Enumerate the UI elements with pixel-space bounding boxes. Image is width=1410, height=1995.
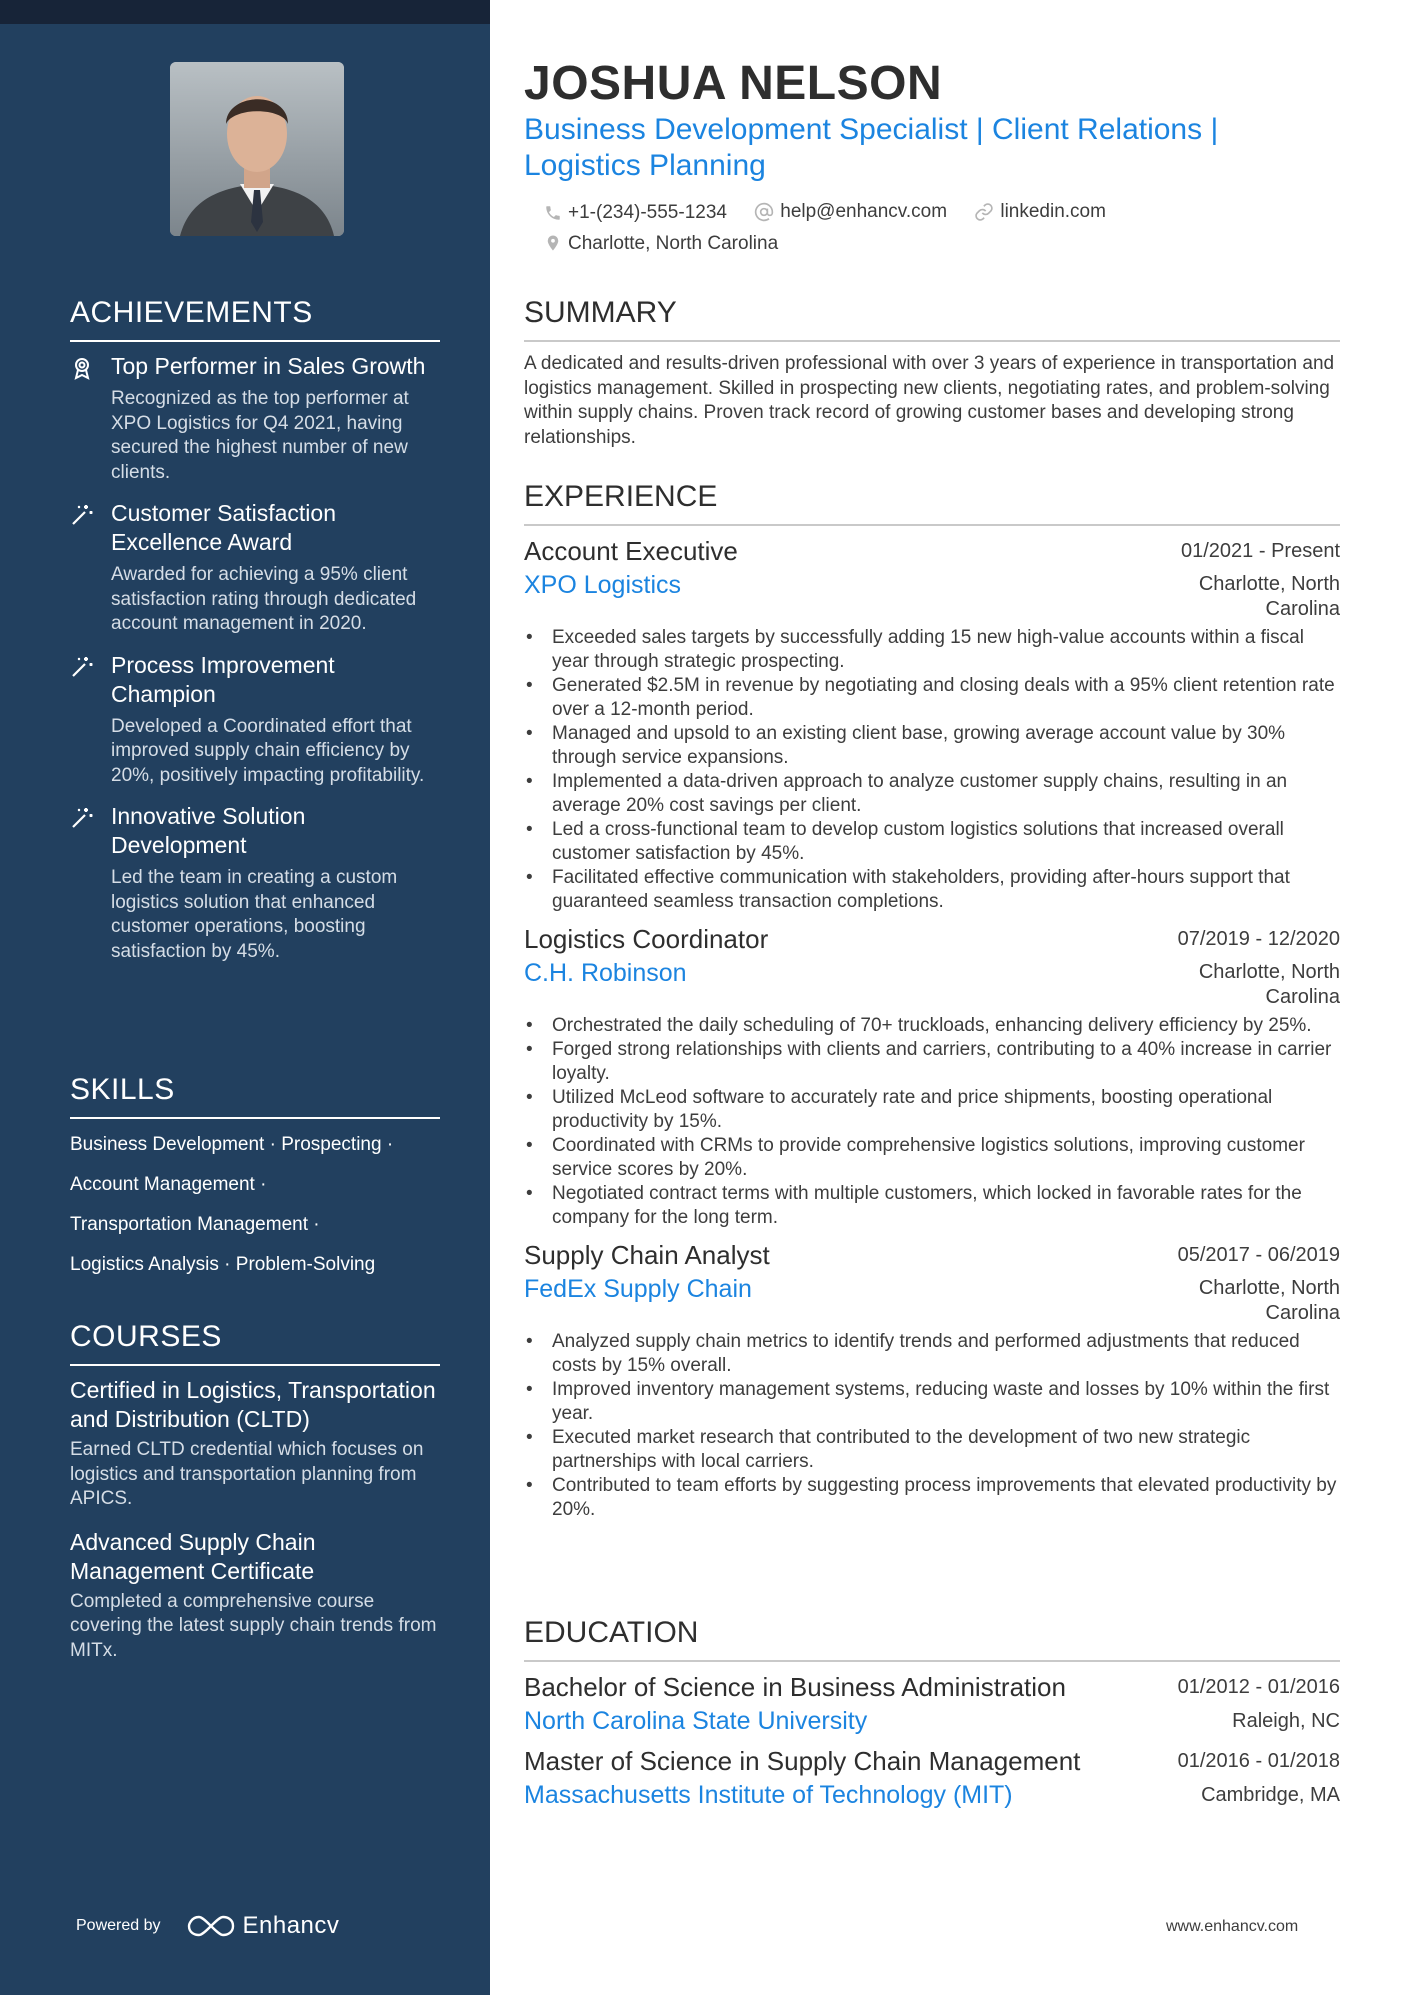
- bullet-item: • Orchestrated the daily scheduling of 70+ truckloads, enhancing delivery efficiency by 25%.: [552, 1014, 1340, 1038]
- enhancv-logo-icon: [187, 1913, 235, 1939]
- course-desc: Earned CLTD credential which focuses on logistics and transportation planning from APICS.: [70, 1439, 424, 1509]
- bullet-item: • Facilitated effective communication with stakeholders, providing after-hours support that guaranteed seamless transaction completions.: [552, 866, 1340, 914]
- sidebar-top-strip: [0, 0, 490, 24]
- job-entry: [524, 922, 1340, 1230]
- magic-wand-icon: [70, 806, 94, 830]
- bullet-item: • Generated $2.5M in revenue by negotiating and closing deals with a 95% client retention rate over a 12-month period.: [552, 674, 1340, 722]
- job-location: Charlotte, North Carolina: [1198, 1277, 1340, 1324]
- courses-section: [70, 1320, 440, 1679]
- linkedin-text: linkedin.com: [1000, 201, 1106, 222]
- course-title: Advanced Supply Chain Management Certificate: [70, 1528, 316, 1584]
- achievement-title: Top Performer in Sales Growth: [111, 353, 426, 379]
- achievement-title: Process Improvement Champion: [111, 651, 335, 707]
- course-desc: Completed a comprehensive course covering the latest supply chain trends from MITx.: [70, 1590, 437, 1661]
- skill-line: Logistics Analysis · Problem-Solving: [70, 1254, 376, 1275]
- job-dates: 07/2019 - 12/2020: [1177, 928, 1340, 950]
- job-entry: [524, 1238, 1340, 1522]
- education-entry: [524, 1744, 1340, 1812]
- achievements-section: [70, 296, 440, 978]
- achievement-title: Innovative Solution Development: [111, 803, 306, 858]
- achievement-item: [70, 651, 440, 789]
- degree-title: Master of Science in Supply Chain Management: [524, 1746, 1081, 1776]
- job-dates: 05/2017 - 06/2019: [1177, 1244, 1340, 1266]
- phone-text: +1-(234)-555-1234: [568, 202, 727, 223]
- location-text: Charlotte, North Carolina: [568, 232, 779, 254]
- job-bullets: [524, 1330, 1340, 1522]
- bullet-item: • Utilized McLeod software to accurately rate and price shipments, boosting operational productivity by 15%.: [552, 1086, 1340, 1134]
- achievement-desc: Led the team in creating a custom logistics solution that enhanced customer operations, boosting satisfaction by 45%.: [111, 867, 398, 962]
- link-icon: [974, 202, 994, 222]
- bullet-item: • Implemented a data-driven approach to analyze customer supply chains, resulting in an average 20% cost savings per client.: [552, 770, 1340, 818]
- bullet-item: • Forged strong relationships with clients and carriers, contributing to a 40% increase in carrier loyalty.: [552, 1038, 1340, 1086]
- profile-photo: [170, 62, 344, 236]
- bullet-item: • Coordinated with CRMs to provide comprehensive logistics solutions, improving customer service scores by 20%.: [552, 1134, 1340, 1182]
- course-title: Certified in Logistics, Transportation and Distribution (CLTD): [70, 1377, 436, 1432]
- linkedin-contact[interactable]: [974, 198, 1106, 225]
- school-name[interactable]: North Carolina State University: [524, 1707, 868, 1735]
- summary-text: A dedicated and results-driven professional with over 3 years of experience in transportation and logistics management. Skilled in prospecting new clients, negotiating rates, and problem-solving within supply chains. Proven track record of growing customer bases and developing strong relationships.: [524, 353, 1335, 448]
- bullet-item: • Contributed to team efforts by suggesting process improvements that elevated productivity by 20%.: [552, 1474, 1340, 1522]
- achievement-item: [70, 352, 440, 485]
- education-section: [524, 1616, 1340, 1812]
- bullet-item: • Executed market research that contributed to the development of two new strategic partnerships with local carriers.: [552, 1426, 1340, 1474]
- email-contact[interactable]: [754, 198, 947, 225]
- location-contact: [544, 230, 778, 257]
- job-title: Account Executive: [524, 536, 738, 566]
- job-title: Logistics Coordinator: [524, 924, 769, 954]
- magic-wand-icon: [70, 503, 94, 527]
- job-bullets: [524, 1014, 1340, 1230]
- job-location: Charlotte, North Carolina: [1198, 961, 1340, 1008]
- award-icon: [70, 356, 94, 380]
- school-name[interactable]: Massachusetts Institute of Technology (MIT): [524, 1781, 1013, 1809]
- achievement-item: [70, 499, 440, 637]
- bullet-item: • Negotiated contract terms with multiple customers, which locked in favorable rates for the company for the long term.: [552, 1182, 1340, 1230]
- sidebar: [0, 24, 490, 1995]
- powered-by: [76, 1912, 339, 1940]
- company-name[interactable]: XPO Logistics: [524, 571, 682, 599]
- phone-icon: [544, 204, 562, 222]
- education-location: Raleigh, NC: [1232, 1710, 1340, 1732]
- skills-heading: SKILLS: [70, 1073, 440, 1119]
- skill-line: Account Management ·: [70, 1174, 267, 1195]
- footer-url[interactable]: www.enhancv.com: [1166, 1918, 1299, 1935]
- summary-heading: SUMMARY: [524, 296, 1340, 342]
- achievements-heading: ACHIEVEMENTS: [70, 296, 440, 342]
- job-dates: 01/2021 - Present: [1181, 540, 1340, 562]
- courses-heading: COURSES: [70, 1320, 440, 1366]
- bullet-item: • Improved inventory management systems, reducing waste and losses by 10% within the first year.: [552, 1378, 1340, 1426]
- magic-wand-icon: [70, 655, 94, 679]
- job-location: Charlotte, North Carolina: [1198, 573, 1340, 620]
- enhancv-brand: Enhancv: [242, 1912, 340, 1939]
- candidate-name: JOSHUA NELSON: [524, 57, 943, 110]
- experience-section: [524, 480, 1340, 1522]
- skills-section: [70, 1073, 440, 1293]
- bullet-item: • Managed and upsold to an existing client base, growing average account value by 30% through service expansions.: [552, 722, 1340, 770]
- achievement-desc: Recognized as the top performer at XPO Logistics for Q4 2021, having secured the highest number of new clients.: [111, 388, 409, 483]
- email-text: help@enhancv.com: [780, 201, 948, 222]
- education-heading: EDUCATION: [524, 1616, 1340, 1662]
- bullet-item: • Exceeded sales targets by successfully adding 15 new high-value accounts within a fiscal year through strategic prospecting.: [552, 626, 1340, 674]
- bullet-item: • Analyzed supply chain metrics to identify trends and performed adjustments that reduced costs by 15% overall.: [552, 1330, 1340, 1378]
- education-location: Cambridge, MA: [1201, 1784, 1340, 1806]
- at-icon: [754, 202, 774, 222]
- phone-contact[interactable]: [544, 199, 727, 226]
- resume-header: [524, 56, 1340, 261]
- company-name[interactable]: C.H. Robinson: [524, 959, 687, 987]
- job-entry: [524, 534, 1340, 914]
- summary-section: [524, 296, 1340, 450]
- job-title: Supply Chain Analyst: [524, 1240, 770, 1270]
- education-dates: 01/2016 - 01/2018: [1177, 1750, 1340, 1772]
- experience-heading: EXPERIENCE: [524, 480, 1340, 526]
- location-pin-icon: [544, 233, 562, 253]
- candidate-title: Business Development Specialist | Client Relations | Logistics Planning: [524, 113, 1219, 182]
- education-dates: 01/2012 - 01/2016: [1177, 1676, 1340, 1698]
- education-entry: [524, 1670, 1340, 1738]
- job-bullets: [524, 626, 1340, 914]
- company-name[interactable]: FedEx Supply Chain: [524, 1275, 752, 1303]
- achievement-item: [70, 802, 440, 964]
- contact-info: [544, 198, 1340, 261]
- skill-line: Business Development · Prospecting ·: [70, 1134, 394, 1155]
- bullet-item: • Led a cross-functional team to develop custom logistics solutions that increased overall customer satisfaction by 45%.: [552, 818, 1340, 866]
- achievement-title: Customer Satisfaction Excellence Award: [111, 500, 336, 555]
- achievement-desc: Awarded for achieving a 95% client satisfaction rating through dedicated account management in 2020.: [111, 564, 417, 634]
- degree-title: Bachelor of Science in Business Administration: [524, 1672, 1066, 1702]
- powered-by-label: Powered by: [76, 1917, 161, 1934]
- achievement-desc: Developed a Coordinated effort that improved supply chain efficiency by 20%, positively impacting profitability.: [111, 715, 425, 786]
- skill-line: Transportation Management ·: [70, 1214, 320, 1235]
